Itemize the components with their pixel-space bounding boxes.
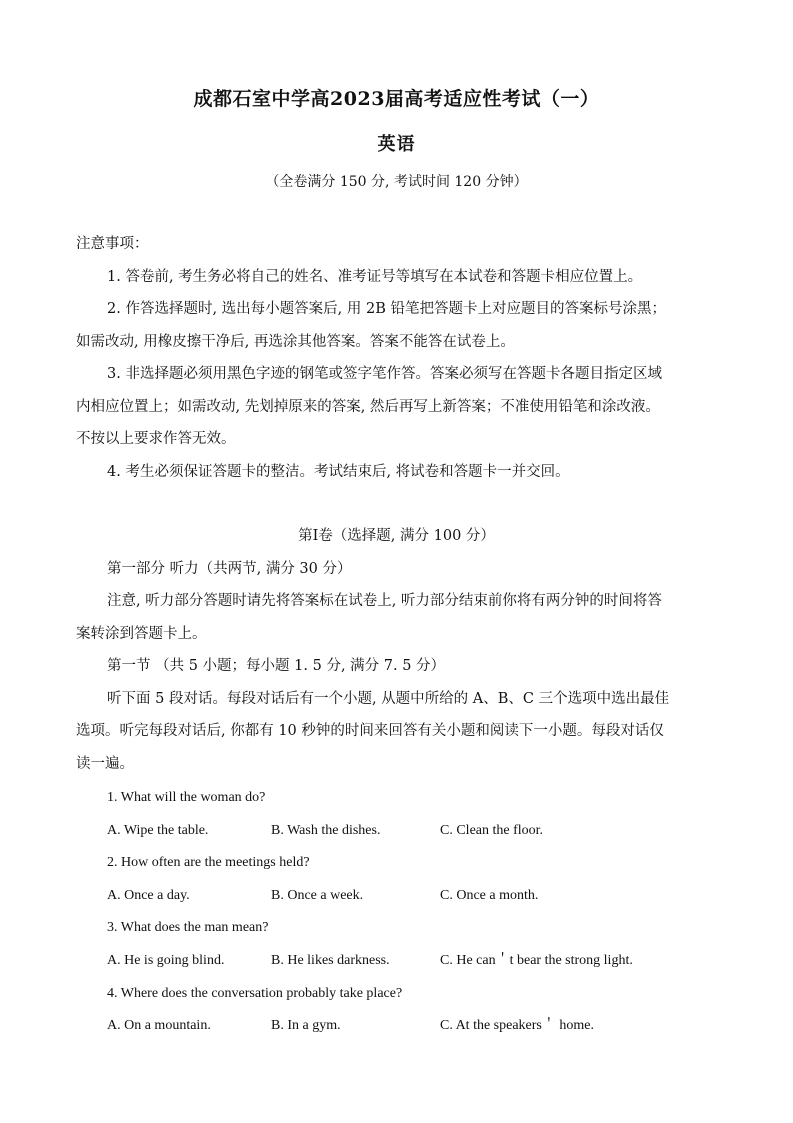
question-2-option-a: A. Once a day. <box>107 888 190 903</box>
exam-info: （全卷满分 150 分, 考试时间 120 分钟） <box>265 174 528 190</box>
question-2-option-b: B. Once a week. <box>271 888 364 903</box>
volume-heading: 第Ⅰ卷（选择题, 满分 100 分） <box>298 528 495 544</box>
question-1-option-c: C. Clean the floor. <box>440 823 544 838</box>
question-2-text: 2. How often are the meetings held? <box>107 855 310 870</box>
question-3-option-a: A. He is going blind. <box>107 953 225 968</box>
notice-item-2-line-1: 2. 作答选择题时, 选出每小题答案后, 用 2B 铅笔把答题卡上对应题目的答案标号涂黑； <box>107 301 666 317</box>
question-4-option-a: A. On a mountain. <box>107 1018 211 1033</box>
section-1-heading: 第一节 （共 5 小题；每小题 1. 5 分, 满分 7. 5 分） <box>107 658 446 674</box>
question-1-option-a: A. Wipe the table. <box>107 823 209 838</box>
notice-item-3-line-3: 不按以上要求作答无效。 <box>76 431 236 447</box>
notice-item-3-line-1: 3. 非选择题必须用黑色字迹的钢笔或签字笔作答。答案必须写在答题卡各题目指定区域 <box>107 366 662 382</box>
question-1-text: 1. What will the woman do? <box>107 790 266 805</box>
subject-title: 英语 <box>377 134 416 155</box>
notice-item-1: 1. 答卷前, 考生务必将自己的姓名、准考证号等填写在本试卷和答题卡相应位置上。 <box>107 269 643 285</box>
question-4-option-b: B. In a gym. <box>271 1018 341 1033</box>
question-1-option-b: B. Wash the dishes. <box>271 823 381 838</box>
notice-item-3-line-2: 内相应位置上；如需改动, 先划掉原来的答案, 然后再写上新答案；不准使用铅笔和涂改液。 <box>76 399 660 415</box>
notice-heading: 注意事项： <box>76 236 149 252</box>
question-3-option-b: B. He likes darkness. <box>271 953 390 968</box>
question-3-text: 3. What does the man mean? <box>107 920 269 935</box>
section-1-intro-line-3: 读一遍。 <box>76 756 134 772</box>
question-4-text: 4. Where does the conversation probably take place? <box>107 986 403 1001</box>
question-2-option-c: C. Once a month. <box>440 888 539 903</box>
notice-item-2-line-2: 如需改动, 用橡皮擦干净后, 再选涂其他答案。答案不能答在试卷上。 <box>76 334 515 350</box>
part-1-heading: 第一部分 听力（共两节, 满分 30 分） <box>107 561 352 577</box>
section-1-intro-line-1: 听下面 5 段对话。每段对话后有一个小题, 从题中所给的 A、B、C 三个选项中选出最佳 <box>107 691 670 707</box>
question-3-option-c: C. He can＇t bear the strong light. <box>440 953 633 968</box>
part-1-note-line-1: 注意, 听力部分答题时请先将答案标在试卷上, 听力部分结束前你将有两分钟的时间将答 <box>107 593 662 609</box>
exam-title: 成都石室中学高2023届高考适应性考试（一） <box>193 88 600 110</box>
part-1-note-line-2: 案转涂到答题卡上。 <box>76 626 207 642</box>
notice-item-4: 4. 考生必须保证答题卡的整洁。考试结束后, 将试卷和答题卡一并交回。 <box>107 464 570 480</box>
section-1-intro-line-2: 选项。听完每段对话后, 你都有 10 秒钟的时间来回答有关小题和阅读下一小题。每段对话仅 <box>76 723 664 739</box>
question-4-option-c: C. At the speakers＇ home. <box>440 1018 594 1033</box>
